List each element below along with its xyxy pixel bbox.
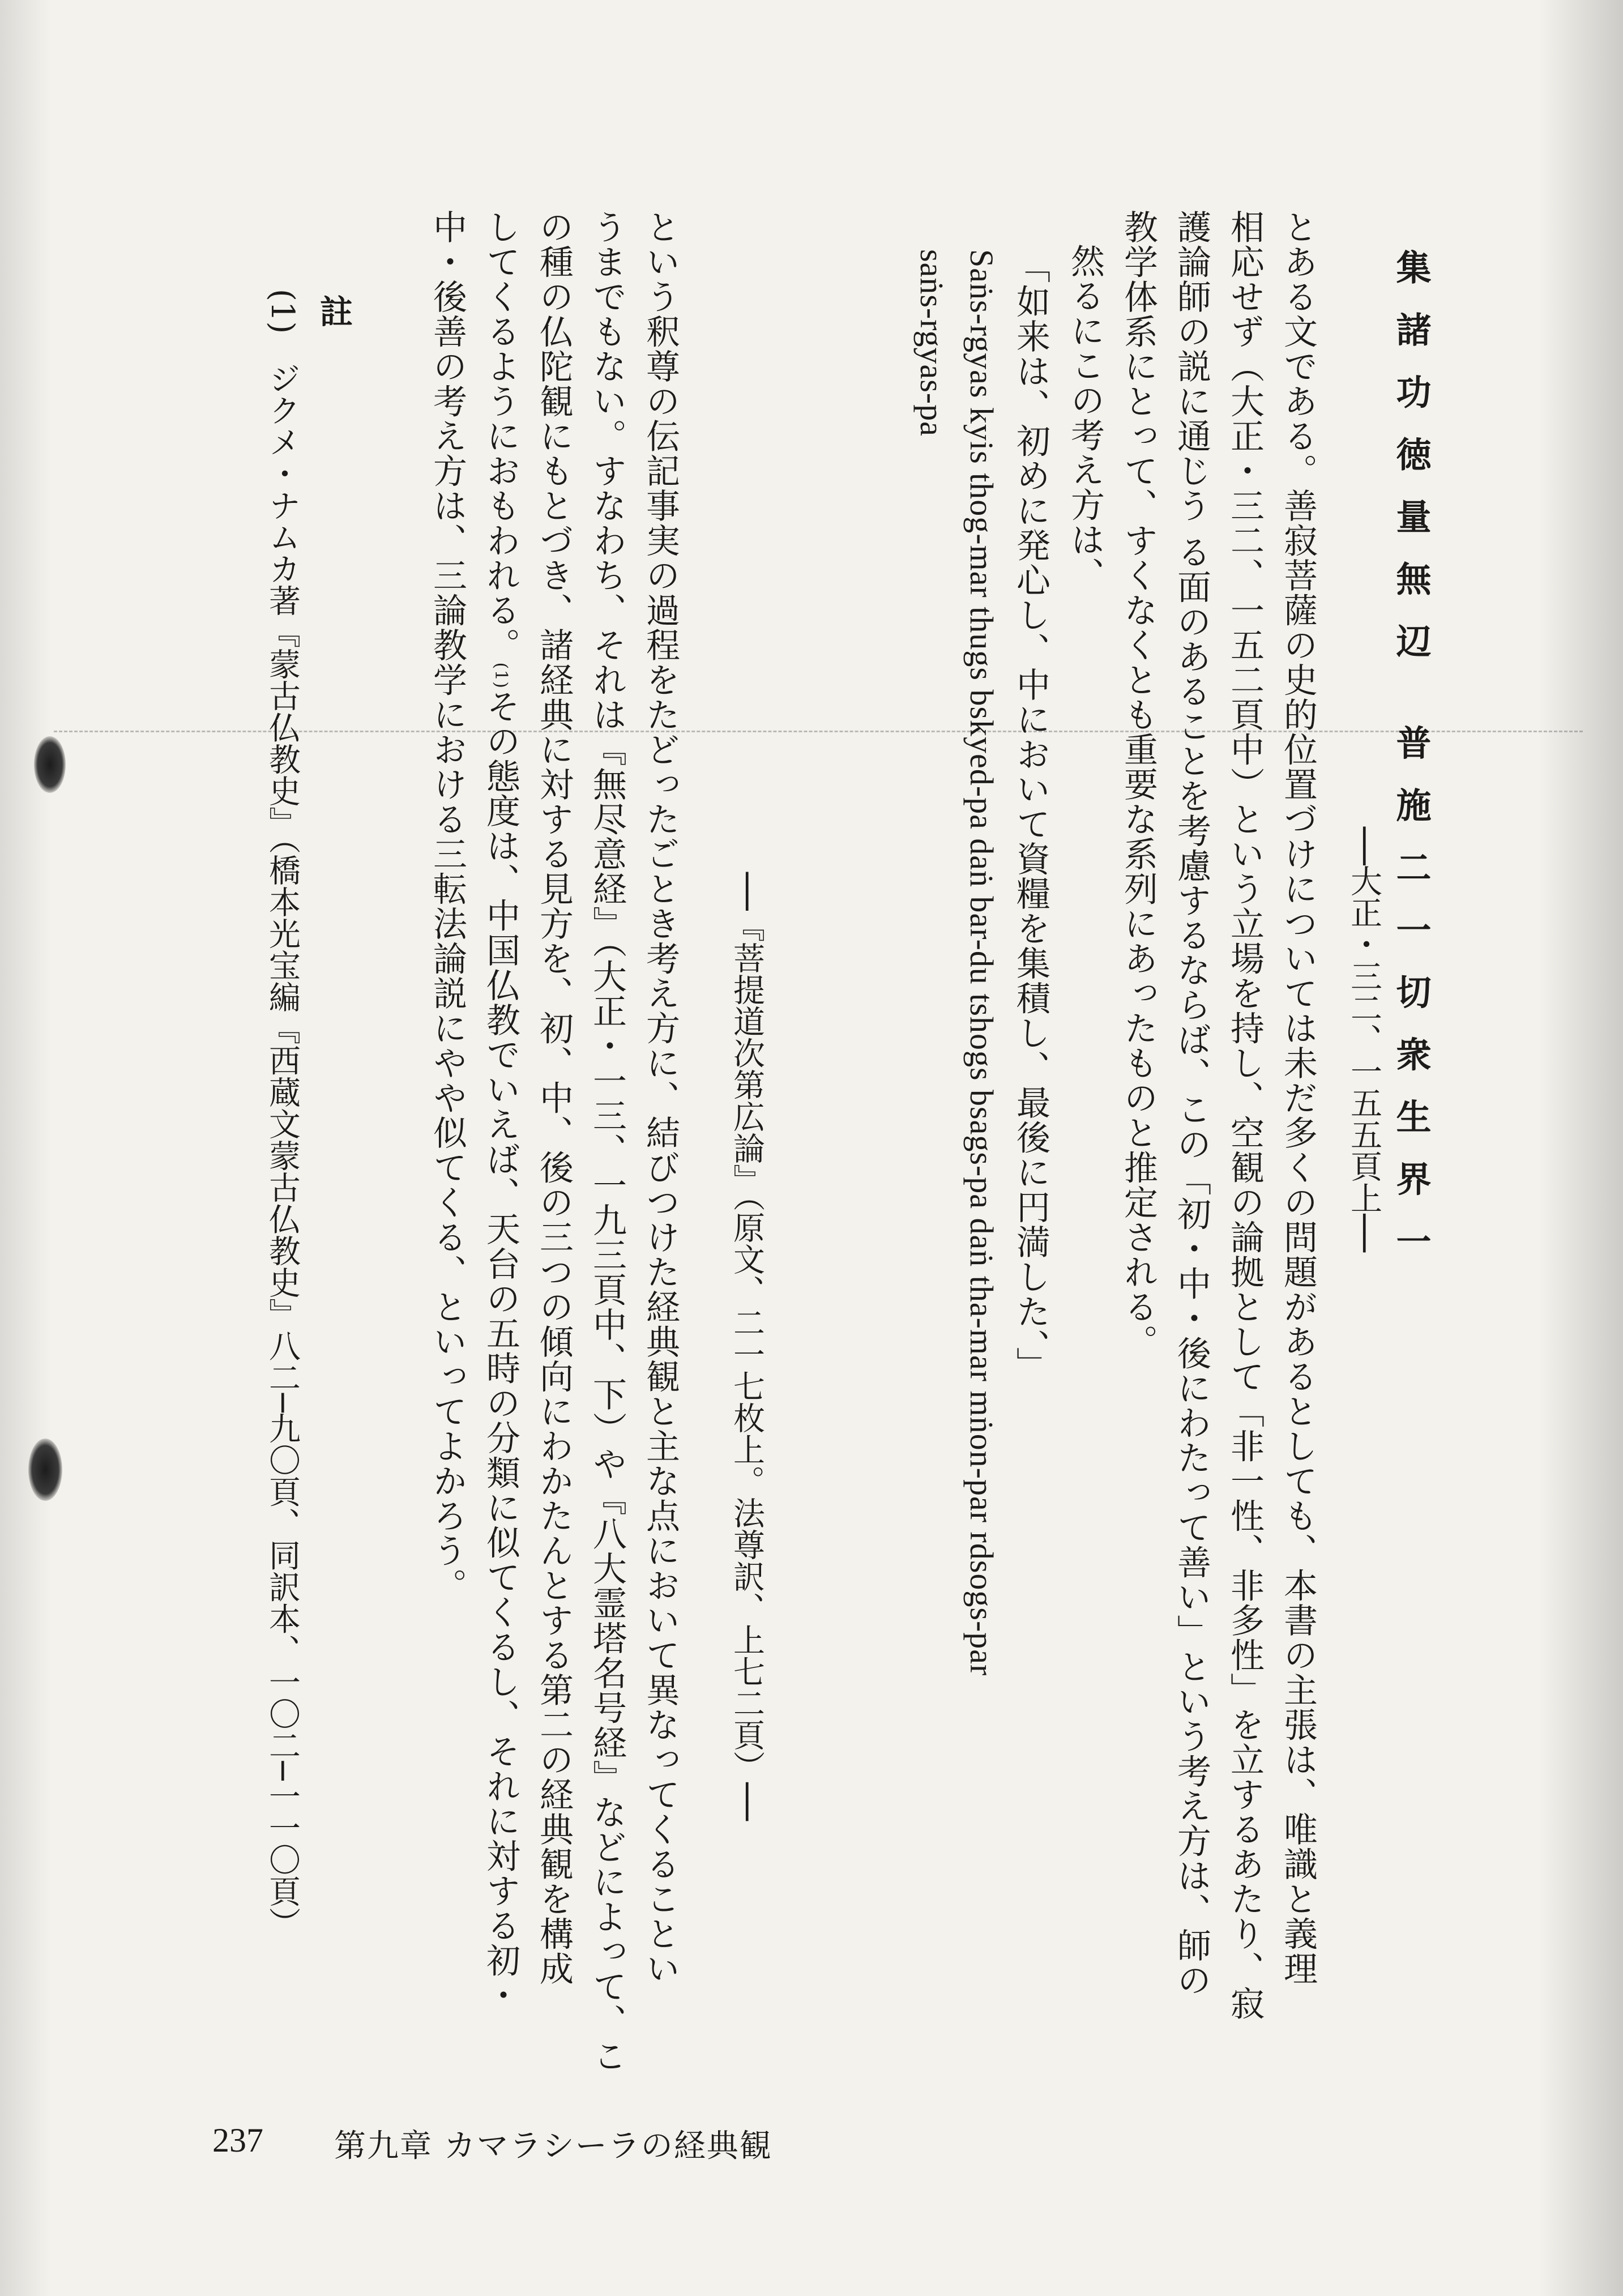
paragraph-3-line-4 — [481, 210, 520, 2013]
note-1-mark: (1) — [264, 289, 301, 334]
binding-hole-mark — [28, 1439, 62, 1501]
paragraph-1-line-1: とある文である。善寂菩薩の史的位置づけについては未だ多くの問題があるとしても、本書の主張は、唯識と義理 — [1278, 210, 1318, 1986]
notes-heading: 註 — [314, 295, 353, 327]
sutra-citation: ──大正・三二、一五五頁上── — [1346, 827, 1382, 1252]
quote-tibetan-line-2: saṅs-rgyas-pa — [913, 249, 950, 437]
binding-hole-mark — [34, 736, 66, 793]
paragraph-3-line-5: 中・後善の考え方は、三論教学における三転法論説にやや似てくる、といってよかろう。 — [428, 210, 467, 1603]
paragraph-1-line-4: 教学体系にとって、すくなくとも重要な系列にあったものと推定される。 — [1118, 210, 1158, 1359]
footnote-reference[interactable]: (1) — [491, 662, 511, 689]
paragraph-1-line-3: 護論師の説に通じう る面のあることを考慮するならば、この「初・中・後にわたって善い」という考え方は、師の — [1172, 210, 1211, 1998]
paragraph-3-line-2: うまでもない。すなわち、それは『無尽意経』（大正・一三、一九三頁中、下）や『八大霊塔名号経』などによって、こ — [587, 210, 627, 2073]
running-head: 第九章 カマラシーラの経典観 — [334, 2128, 772, 2165]
paragraph-1-line-2: 相応せず（大正・三二、一五二頁中）という立場を持し、空観の論拠として「非一性、非多性」を立するあたり、寂 — [1225, 210, 1265, 2021]
note-1-text: ジクメ・ナムカ著『蒙古仏教史』（橋本光宝編『西蔵文蒙古仏教史』八二─九〇頁、同訳本、一〇二─一一〇頁） — [264, 362, 301, 1939]
sutra-verse: 集諸功徳量無辺 普施二一切衆生界一 — [1390, 249, 1432, 1286]
paragraph-3-line-3: の種の仏陀観にもとづき、諸経典に対する見方を、初、中、後の三つの傾向にわかたんとする第二の経典観を構成 — [534, 210, 574, 1986]
paragraph-2-intro: 然るにこの考え方は、 — [1065, 244, 1105, 592]
page-number: 237 — [212, 2122, 263, 2159]
page-edge-shadow-right — [1538, 0, 1623, 2296]
quote-tibetan-line-1: Saṅs-rgyas kyis thog-mar thugs bskyed-pa daṅ bar-du tshogs bsags-pa daṅ tha-mar mṅon-par rdsogs-par — [963, 249, 1000, 1676]
quote-citation: ──『菩提道次第広論』（原文、二一七枚上。法尊訳、上七二頁）── — [728, 872, 765, 1821]
page-edge-shadow-left — [0, 0, 51, 2296]
paragraph-3-line-4-b: その態度は、中国仏教でいえば、天台の五時の分類に似てくるし、それに対する初・ — [481, 689, 520, 2013]
paragraph-3-line-4-a: してくるようにおもわれる。 — [481, 210, 520, 663]
quote-japanese: 「如来は、初めに発心し、中において資糧を集積し、最後に円満した、」 — [1011, 249, 1050, 1382]
paragraph-3-line-1: という釈尊の伝記事実の過程をたどったごとき考え方に、結びつけた経典観と主な点において異なってくることい — [640, 210, 680, 1986]
